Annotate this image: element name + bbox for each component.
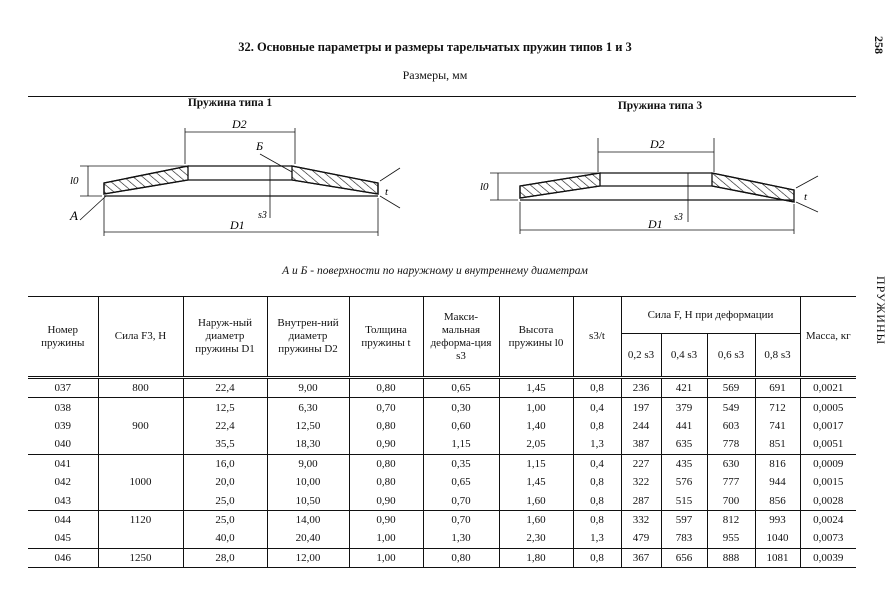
table-cell: 0,80 <box>349 417 423 435</box>
table-cell: 1,3 <box>573 529 621 548</box>
table-cell: 236 <box>621 378 661 398</box>
table-cell: 0,0017 <box>800 417 856 435</box>
table-cell: 0,8 <box>573 417 621 435</box>
table-cell: 569 <box>707 378 755 398</box>
figure-caption: А и Б - поверхности по наружному и внутреннему диаметрам <box>282 265 588 277</box>
table-cell: 20,0 <box>183 473 267 491</box>
label-b: Б <box>256 139 264 153</box>
col-force-group: Сила F, Н при деформации <box>621 297 800 334</box>
table-cell: 1,00 <box>349 529 423 548</box>
table-cell: 322 <box>621 473 661 491</box>
col-force: Сила F3, Н <box>98 297 183 378</box>
label-s3: s3 <box>258 210 267 221</box>
table-cell: 515 <box>661 491 707 510</box>
table-cell: 800 <box>98 378 183 398</box>
table-cell: 28,0 <box>183 548 267 567</box>
table-cell: 0,0073 <box>800 529 856 548</box>
table-cell: 20,40 <box>267 529 349 548</box>
table-cell: 1,80 <box>499 548 573 567</box>
table-cell: 635 <box>661 435 707 454</box>
table-cell: 12,50 <box>267 417 349 435</box>
table-cell: 816 <box>755 454 800 473</box>
table-cell: 1,00 <box>349 548 423 567</box>
table-cell: 812 <box>707 510 755 529</box>
table-cell: 244 <box>621 417 661 435</box>
table-cell: 22,4 <box>183 378 267 398</box>
table-cell: 367 <box>621 548 661 567</box>
table-cell: 856 <box>755 491 800 510</box>
table-cell: 656 <box>661 548 707 567</box>
table-cell: 851 <box>755 435 800 454</box>
table-cell: 039 <box>54 419 71 432</box>
table-cell: 1040 <box>755 529 800 548</box>
table-cell: 22,4 <box>183 417 267 435</box>
table-cell: 0,0021 <box>800 378 856 398</box>
table-cell: 712 <box>755 398 800 417</box>
table-cell: 0,0039 <box>800 548 856 567</box>
table-cell: 10,00 <box>267 473 349 491</box>
table-cell: 0,80 <box>349 473 423 491</box>
label-d1: D1 <box>230 218 245 232</box>
table-cell: 0,90 <box>349 435 423 454</box>
page-number: 258 <box>872 36 886 54</box>
table-cell: 700 <box>707 491 755 510</box>
table-cell: 0,8 <box>573 473 621 491</box>
section-name: ПРУЖИНЫ <box>874 276 888 346</box>
table-cell: 045 <box>54 532 71 545</box>
table-cell: 18,30 <box>267 435 349 454</box>
table-cell: 777 <box>707 473 755 491</box>
table-cell: 287 <box>621 491 661 510</box>
table-cell: 1,40 <box>499 417 573 435</box>
table-cell: 037 <box>28 378 98 398</box>
table-cell <box>98 529 183 548</box>
table-row <box>28 491 856 510</box>
table-cell: 044 <box>28 510 98 529</box>
table-cell: 0,70 <box>423 510 499 529</box>
label-s3: s3 <box>674 212 683 223</box>
table-cell: 10,50 <box>267 491 349 510</box>
table-cell: 778 <box>707 435 755 454</box>
table-cell: 0,65 <box>423 473 499 491</box>
table-cell: 597 <box>661 510 707 529</box>
table-cell: 0,80 <box>349 454 423 473</box>
table-cell: 25,0 <box>183 510 267 529</box>
page-title: 32. Основные параметры и размеры тарельчатых пружин типов 1 и 3 <box>238 40 632 54</box>
label-l0: l0 <box>70 175 79 187</box>
table-cell: 1081 <box>755 548 800 567</box>
table-cell: 379 <box>661 398 707 417</box>
table-cell: 0,8 <box>573 378 621 398</box>
table-row <box>28 510 856 529</box>
table-cell: 944 <box>755 473 800 491</box>
table-cell: 0,70 <box>349 398 423 417</box>
units-subtitle: Размеры, мм <box>402 68 468 82</box>
col-thickness: Толщина пружины t <box>349 297 423 378</box>
table-cell: 955 <box>707 529 755 548</box>
table-cell: 0,8 <box>573 510 621 529</box>
table-cell: 0,0009 <box>800 454 856 473</box>
table-cell: 9,00 <box>267 454 349 473</box>
table-cell: 0,8 <box>573 491 621 510</box>
table-cell: 0,90 <box>349 491 423 510</box>
table-cell <box>98 454 183 473</box>
table-cell: 0,0028 <box>800 491 856 510</box>
table-cell: 6,30 <box>267 398 349 417</box>
col-max-deformation: Макси-мальная деформа-ция s3 <box>423 297 499 378</box>
table-row <box>28 417 856 435</box>
table-cell: 1,30 <box>423 529 499 548</box>
table-cell: 993 <box>755 510 800 529</box>
table-cell: 603 <box>707 417 755 435</box>
table-row <box>28 454 856 473</box>
figure-type3-title: Пружина типа 3 <box>617 100 703 112</box>
table-cell: 0,90 <box>349 510 423 529</box>
table-cell: 0,80 <box>423 548 499 567</box>
col-f02: 0,2 s3 <box>621 334 661 378</box>
table-cell: 0,35 <box>423 454 499 473</box>
table-cell: 40,0 <box>183 529 267 548</box>
table-cell: 1000 <box>98 473 183 491</box>
table-cell: 0,4 <box>573 454 621 473</box>
table-cell: 1,3 <box>573 435 621 454</box>
col-outer-diameter: Наруж-ный диаметр пружины D1 <box>183 297 267 378</box>
table-cell: 227 <box>621 454 661 473</box>
label-d2: D2 <box>650 137 665 151</box>
table-cell: 332 <box>621 510 661 529</box>
label-a: A <box>70 208 78 223</box>
table-cell: 12,5 <box>183 398 267 417</box>
table-cell: 0,8 <box>573 548 621 567</box>
table-row <box>28 529 856 548</box>
table-cell: 1,60 <box>499 510 573 529</box>
table-row <box>28 473 856 491</box>
table-cell: 046 <box>28 548 98 567</box>
table-cell: 35,5 <box>183 435 267 454</box>
table-cell: 038 <box>28 398 98 417</box>
label-t: t <box>804 191 808 203</box>
table-cell: 042 <box>54 476 71 489</box>
table-cell: 2,05 <box>499 435 573 454</box>
table-cell: 25,0 <box>183 491 267 510</box>
table-cell: 691 <box>755 378 800 398</box>
table-cell: 14,00 <box>267 510 349 529</box>
col-ratio: s3/t <box>573 297 621 378</box>
table-cell: 2,30 <box>499 529 573 548</box>
table-cell: 441 <box>661 417 707 435</box>
table-cell: 1120 <box>98 510 183 529</box>
label-d1: D1 <box>648 217 663 231</box>
table-cell: 0,80 <box>349 378 423 398</box>
figure-type1-drawing <box>60 108 410 243</box>
table-cell: 741 <box>755 417 800 435</box>
table-cell: 9,00 <box>267 378 349 398</box>
table-cell: 0,4 <box>573 398 621 417</box>
table-cell: 0,30 <box>423 398 499 417</box>
table-cell: 041 <box>28 454 98 473</box>
table-cell: 479 <box>621 529 661 548</box>
col-inner-diameter: Внутрен-ний диаметр пружины D2 <box>267 297 349 378</box>
col-f04: 0,4 s3 <box>661 334 707 378</box>
col-number: Номер пружины <box>28 297 98 378</box>
table-cell: 1,60 <box>499 491 573 510</box>
table-cell: 0,0051 <box>800 435 856 454</box>
table-cell: 1,45 <box>499 378 573 398</box>
table-cell: 783 <box>661 529 707 548</box>
table-cell: 1,15 <box>499 454 573 473</box>
table-cell: 0,0005 <box>800 398 856 417</box>
col-f06: 0,6 s3 <box>707 334 755 378</box>
table-cell: 0,65 <box>423 378 499 398</box>
label-d2: D2 <box>232 117 247 131</box>
label-t: t <box>385 186 389 198</box>
table-cell: 1,45 <box>499 473 573 491</box>
table-cell: 630 <box>707 454 755 473</box>
table-cell <box>98 398 183 417</box>
table-row <box>28 378 856 398</box>
table-cell: 1250 <box>98 548 183 567</box>
table-cell: 043 <box>54 494 71 507</box>
spring-parameters-table <box>28 296 856 568</box>
table-cell: 0,0024 <box>800 510 856 529</box>
table-row <box>28 548 856 567</box>
table-cell: 421 <box>661 378 707 398</box>
col-f08: 0,8 s3 <box>755 334 800 378</box>
table-cell: 1,00 <box>499 398 573 417</box>
col-mass: Масса, кг <box>800 297 856 378</box>
table-cell: 576 <box>661 473 707 491</box>
table-cell: 387 <box>621 435 661 454</box>
table-cell: 0,0015 <box>800 473 856 491</box>
table-cell: 900 <box>98 417 183 435</box>
figure-type3-drawing <box>478 118 838 243</box>
table-cell: 1,15 <box>423 435 499 454</box>
table-cell: 0,70 <box>423 491 499 510</box>
table-cell: 435 <box>661 454 707 473</box>
table-cell: 197 <box>621 398 661 417</box>
table-cell: 888 <box>707 548 755 567</box>
table-cell: 040 <box>54 438 71 451</box>
table-cell: 16,0 <box>183 454 267 473</box>
table-row <box>28 398 856 417</box>
table-cell: 12,00 <box>267 548 349 567</box>
label-l0: l0 <box>480 181 489 193</box>
table-cell: 549 <box>707 398 755 417</box>
col-height: Высота пружины l0 <box>499 297 573 378</box>
figure-type1-title: Пружина типа 1 <box>187 97 273 109</box>
table-row <box>28 435 856 454</box>
table-cell <box>98 435 183 454</box>
table-cell: 0,60 <box>423 417 499 435</box>
table-cell <box>98 491 183 510</box>
